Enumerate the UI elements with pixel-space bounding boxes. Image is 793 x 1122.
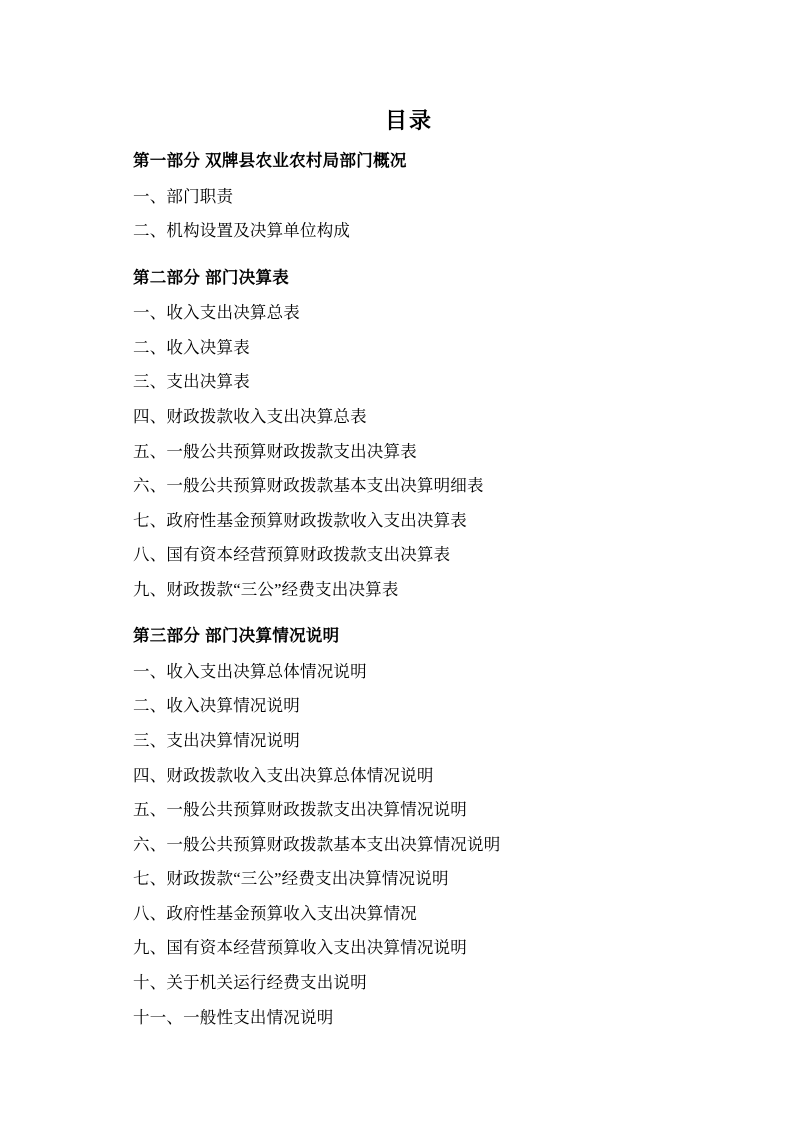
toc-section-heading-3[interactable]: 第三部分 部门决算情况说明 <box>133 627 340 646</box>
toc-entry[interactable]: 二、收入决算表 <box>133 337 250 357</box>
toc-entry[interactable]: 八、国有资本经营预算财政拨款支出决算表 <box>133 545 451 565</box>
toc-entry[interactable]: 四、财政拨款收入支出决算总表 <box>133 406 367 426</box>
toc-entry[interactable]: 六、一般公共预算财政拨款基本支出决算情况说明 <box>133 834 501 854</box>
table-of-contents <box>133 149 685 1030</box>
toc-entry[interactable]: 七、财政拨款“三公”经费支出决算情况说明 <box>133 869 449 889</box>
toc-entry[interactable]: 七、政府性基金预算财政拨款收入支出决算表 <box>133 510 467 530</box>
toc-entry[interactable]: 十、关于机关运行经费支出说明 <box>133 972 367 992</box>
toc-entry[interactable]: 九、财政拨款“三公”经费支出决算表 <box>133 579 399 599</box>
toc-entry[interactable]: 五、一般公共预算财政拨款支出决算表 <box>133 441 417 461</box>
toc-entry[interactable]: 一、收入支出决算总体情况说明 <box>133 661 367 681</box>
toc-entry[interactable]: 十一、一般性支出情况说明 <box>133 1007 334 1027</box>
page-title: 目录 <box>384 108 433 133</box>
toc-entry[interactable]: 一、部门职责 <box>133 186 234 206</box>
toc-entry[interactable]: 八、政府性基金预算收入支出决算情况 <box>133 903 417 923</box>
toc-entry[interactable]: 三、支出决算情况说明 <box>133 731 300 750</box>
toc-entry[interactable]: 二、机构设置及决算单位构成 <box>133 221 351 241</box>
toc-entry[interactable]: 二、收入决算情况说明 <box>133 696 300 716</box>
toc-entry[interactable]: 六、一般公共预算财政拨款基本支出决算明细表 <box>133 476 484 496</box>
toc-section-heading-2[interactable]: 第二部分 部门决算表 <box>133 268 290 287</box>
toc-entry[interactable]: 一、收入支出决算总表 <box>133 303 300 323</box>
toc-entry[interactable]: 九、国有资本经营预算收入支出决算情况说明 <box>133 938 467 958</box>
toc-entry[interactable]: 三、支出决算表 <box>133 372 250 392</box>
toc-entry[interactable]: 四、财政拨款收入支出决算总体情况说明 <box>133 765 434 785</box>
toc-section-heading-1[interactable]: 第一部分 双牌县农业农村局部门概况 <box>133 152 407 170</box>
toc-entry[interactable]: 五、一般公共预算财政拨款支出决算情况说明 <box>133 800 467 820</box>
